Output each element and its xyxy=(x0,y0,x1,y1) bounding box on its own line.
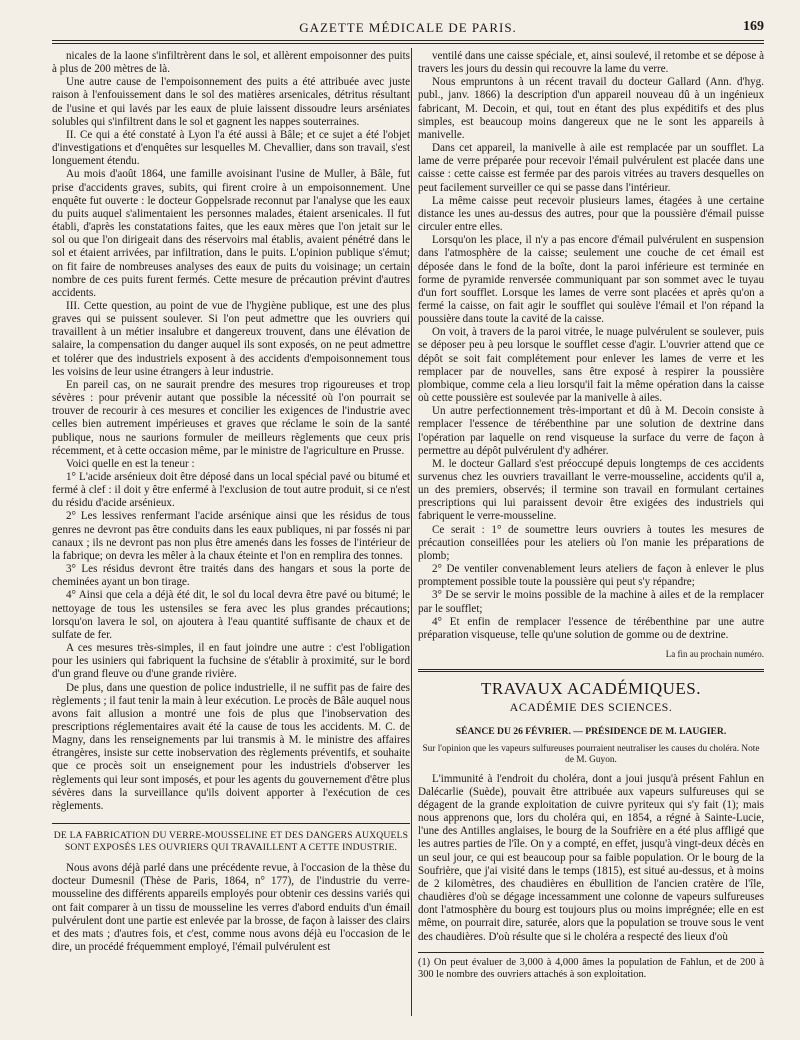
paragraph: Une autre cause de l'empoisonnement des puits a été attribuée avec juste raison à l'enfouissement dans le sol des matières arsenicales, détritus résultant de l'usine et qui lavés par les eaux de pluie laissent dissoudre leurs arséniates solubles qui s'infiltrent dans le sol et gagnent les nappes souterraines. xyxy=(52,76,410,128)
paragraph: La même caisse peut recevoir plusieurs lames, étagées à une certaine distance les unes au-dessus des autres, pour que la poussière d'émail puisse circuler entre elles. xyxy=(418,194,764,234)
paragraph: On voit, à travers de la paroi vitrée, le nuage pulvérulent se soulever, puis se déposer peu à peu lorsque le soufflet cesse d'agir. L'ouvrier attend que ce dépôt se soit fait complétement pour enlever les lames de verre et les remplacer par de nouvelles, sans être exposé à respirer la poussière plombique, comme cela a lieu lorsqu'il fait la même opération dans la caisse où cette poussière est soulevée par la manivelle à ailes. xyxy=(418,326,764,405)
page-number: 169 xyxy=(743,19,764,34)
header-rule xyxy=(52,40,764,41)
paragraph: Dans cet appareil, la manivelle à aile est remplacée par un soufflet. La lame de verre préparée pour recevoir l'émail pulvérulent est placée dans une caisse : cette caisse est fermée par des parois vitrées au travers desquelles on peut facilement surveiller ce qui se passe dans l'intérieur. xyxy=(418,142,764,194)
paragraph: 2° Les lessives renfermant l'acide arsénique ainsi que les résidus de tous genres ne devront pas être conduits dans les eaux publiques, ni par fossés ni par canaux ; ils ne devront pas non plus être amenés dans les fosses de l'intérieur de la fabrique; on devra les mêler à la chaux éteinte et l'on en remplira des tonnes. xyxy=(52,510,410,562)
paragraph: Voici quelle en est la teneur : xyxy=(66,457,195,470)
paragraph: 4° Et enfin de remplacer l'essence de térébenthine par une autre préparation visqueuse, telle qu'une solution de gomme ou de dextrine. xyxy=(418,615,764,641)
paragraph: Ce serait : 1° de soumettre leurs ouvriers à toutes les mesures de précaution conseillées pour les ateliers où l'on manie les préparations de plomb; xyxy=(418,523,764,562)
paragraph: L'immunité à l'endroit du choléra, dont a joui jusqu'à présent Fahlun en Dalécarlie (Suède), pouvait être attribuée aux vapeurs sulfureuses qui se dégagent de la grande exploitation de cuivre pyriteux qui s'y fait (1); mais nous apprenons que, lors du choléra qui, en 1854, a régné à Sainte-Lucie, l'une des Antilles anglaises, le bourg de la Soufrière en a été plus affligé que les autres parties de l'île. On y a compté, en effet, jusqu'à vingt-deux décès en un seul jour, ce qui est beaucoup pour sa faible population. Or le bourg de la Soufrière, que j'ai visité dans le temps (1815), est situé au-dessus, et à moins de 2 kilomètres, des chaudières en ébullition de l'ancien cratère de l'île, chaudières d'où se dégage incessamment une colonne de vapeurs sulfureuses dont l'atmosphère du bourg est toujours plus ou moins imprégnée; elle en est même, on pourrait dire, saturée, alors que la population se trouve sous le vent des chaudières. D'où résulte que si le choléra a respecté des lieux d'où xyxy=(418,772,764,943)
paragraph: Un autre perfectionnement très-important et dû à M. Decoin consiste à remplacer l'essence de térébenthine par une solution de dextrine dans l'opération par laquelle on rend visqueuse la surface du verre de façon à permettre au dépôt pulvérulent d'y adhérer. xyxy=(418,405,764,457)
paragraph: 4° Ainsi que cela a déjà été dit, le sol du local devra être pavé ou bitumé; le nettoyage de tous les ustensiles se fera avec les plus grandes précautions; lorsqu'on lavera le sol, on ajoutera à l'eau quantité suffisante de chaux et de sulfate de fer. xyxy=(52,589,410,641)
paragraph: II. Ce qui a été constaté à Lyon l'a été aussi à Bâle; et ce sujet a été l'objet d'investigations et d'enquêtes sur lesquelles M. Chevallier, dans son travail, s'est longuement étendu. xyxy=(52,128,410,168)
paragraph: Lorsqu'on les place, il n'y a pas encore d'émail pulvérulent en suspension dans l'atmosphère de la caisse; seulement une couche de cet émail est déposée dans le fond de la boîte, dont la paroi inférieure est terminée en forme de pyramide renversée communiquant par son sommet avec le tuyau d'un fort soufflet. Lorsque les lames de verre sont placées et après qu'on a fermé la caisse, on fait agir le soufflet qui soulève l'émail et l'on répand la poussière dans toute la cavité de la caisse. xyxy=(418,234,764,326)
session-heading: SÉANCE DU 26 FÉVRIER. — PRÉSIDENCE DE M. LAUGIER. xyxy=(455,725,727,737)
paragraph: Nous empruntons à un récent travail du docteur Gallard (Ann. d'hyg. publ., janv. 1866) la description d'un appareil nouveau dû à un ingénieux fabricant, M. Decoin, et qui, tout en étant des plus expéditifs et des plus simples, est beaucoup moins dangereux que ne le sont les appareils à manivelle. xyxy=(418,76,764,141)
journal-title: GAZETTE MÉDICALE DE PARIS. xyxy=(299,20,517,35)
paragraph: De plus, dans une question de police industrielle, il ne suffit pas de faire des règlements ; il faut tenir la main à leur exécution. Le procès de Bâle auquel nous avons fait allusion a montré une fois de plus que l'inobservation des prescriptions réglementaires avait été la cause de tous les accidents. M. C. de Magny, dans les renseignements par lui transmis à M. le ministre des affaires étrangères, insiste sur cette inobservation des règlements préventifs, et souhaite que ce procès soit un enseignement pour les industriels d'observer les règlements qui leur sont imposés, et pour les agents du gouvernement d'être plus sévères dans la surveillance qu'ils doivent apporter à l'exécution de ces règlements. xyxy=(52,681,410,812)
page-header xyxy=(52,14,764,40)
paragraph: M. le docteur Gallard s'est préoccupé depuis longtemps de ces accidents survenus chez les ouvriers travaillant le verre-mousseline, accidents qu'il a, un des premiers, observés; il termine son travail en formulant certaines prescriptions qui lui paraissent devoir être exigées des industriels qui fabriquent le verre-mousseline. xyxy=(418,457,764,523)
left-column xyxy=(52,50,410,1018)
section-divider xyxy=(418,669,764,672)
column-divider xyxy=(411,48,412,1016)
section-title: TRAVAUX ACADÉMIQUES. xyxy=(480,679,701,699)
paragraph: A ces mesures très-simples, il en faut joindre une autre : c'est l'obligation pour les usiniers qui fabriquent la fuchsine de s'établir à proximité, sur le bord d'un grand fleuve ou d'une grande rivière. xyxy=(52,642,410,681)
paragraph: Au mois d'août 1864, une famille avoisinant l'usine de Muller, à Bâle, fut prise d'accidents graves, subits, qui firent croire à un empoisonnement. Une enquête fut ouverte : le docteur Goppelsrade reconnut par l'analyse que les eaux du puits auquel s'alimentaient les personnes malades, étaient arsenicales. Il fut établi, d'après les constatations faites, que les eaux mères que l'on jetait sur le sol ou que l'on dirigeait dans des réservoirs mal établis, avaient pénétré dans le sol et étaient arrivées, par infiltration, dans le puits. L'opinion publique s'émut; on fit faire de nombreuses analyses des eaux de puits du voisinage; un certain nombre de ces puits furent fermés. Cette mesure de précaution prévint d'autres accidents. xyxy=(52,168,410,299)
paragraph: 3° De se servir le moins possible de la machine à ailes et de la remplacer par le soufflet; xyxy=(418,589,764,615)
paragraph: 2° De ventiler convenablement leurs ateliers de façon à enlever le plus promptement possible toute la poussière qui peut s'y répandre; xyxy=(418,563,764,589)
paragraph: 3° Les résidus devront être traités dans des hangars et sous la porte de cheminées ayant un bon tirage. xyxy=(52,563,410,589)
paragraph: 1° L'acide arsénieux doit être déposé dans un local spécial pavé ou bitumé et fermé à clef : il doit y être enfermé à l'exclusion de tout autre produit, si ce n'est du résidu d'acide arsénieux. xyxy=(52,471,410,510)
paragraph: III. Cette question, au point de vue de l'hygiène publique, est une des plus graves qui se puissent soulever. Si l'on peut admettre que les ouvriers qui travaillent à un métier insalubre et dangereux trouvent, dans une élévation de salaire, la compensation du danger auquel ils sont exposés, on ne peut admettre et tolérer que des industriels exposent à des accidents d'empoisonnement tous les voisins de leur usine étrangers à leur industrie. xyxy=(52,299,410,378)
right-column xyxy=(418,50,764,1018)
continuation-note: La fin au prochain numéro. xyxy=(665,649,764,660)
note-title: Sur l'opinion que les vapeurs sulfureuses pourraient neutraliser les causes du choléra. Note de M. Guyon. xyxy=(422,743,760,766)
header-rule-double xyxy=(52,43,764,44)
section-heading: DE LA FABRICATION DU VERRE-MOUSSELINE ET DES DANGERS AUXQUELS SONT EXPOSÉS LES OUVRIERS QUI TRAVAILLENT A CETTE INDUSTRIE. xyxy=(52,823,410,854)
paragraph: ventilé dans une caisse spéciale, et, ainsi soulevé, il retombe et se dépose à travers les jours du dessin qui recouvre la lame du verre. xyxy=(418,50,764,76)
footnote: (1) On peut évaluer de 3,000 à 4,000 âmes la population de Fahlun, et de 200 à 300 le nombre des ouvriers attachés à son exploitation. xyxy=(418,952,764,982)
paragraph: En pareil cas, on ne saurait prendre des mesures trop rigoureuses et trop sévères : pour prévenir autant que possible la nécessité où l'on pourrait se trouver de recourir à ces mesures et concilier les exigences de l'industrie avec celles bien autrement impérieuses et graves que réclame le soin de la santé publique, nous ne saurions formuler de meilleurs règlements que ceux pris récemment, et à cette occasion même, par le ministre de l'agriculture en Prusse. xyxy=(52,378,410,457)
paragraph: Nous avons déjà parlé dans une précédente revue, à l'occasion de la thèse du docteur Dumesnil (Thèse de Paris, 1864, n° 177), de l'industrie du verre-mousseline des différents appareils employés pour obtenir ces dessins variés qui ont fait comparer à un tissu de mousseline les verres d'abord enduits d'un émail pulvérulent dont une partie est enlevée par la brosse, de façon à laisser des clairs et des mats ; d'autres fois, et c'est, comme nous avons déjà eu l'occasion de le dire, un procédé fréquemment employé, l'émail pulvérulent est xyxy=(52,862,410,953)
subsection-title: ACADÉMIE DES SCIENCES. xyxy=(509,700,673,715)
paragraph: nicales de la laone s'infiltrèrent dans le sol, et allèrent empoisonner des puits à plus de 200 mètres de là. xyxy=(52,50,410,76)
